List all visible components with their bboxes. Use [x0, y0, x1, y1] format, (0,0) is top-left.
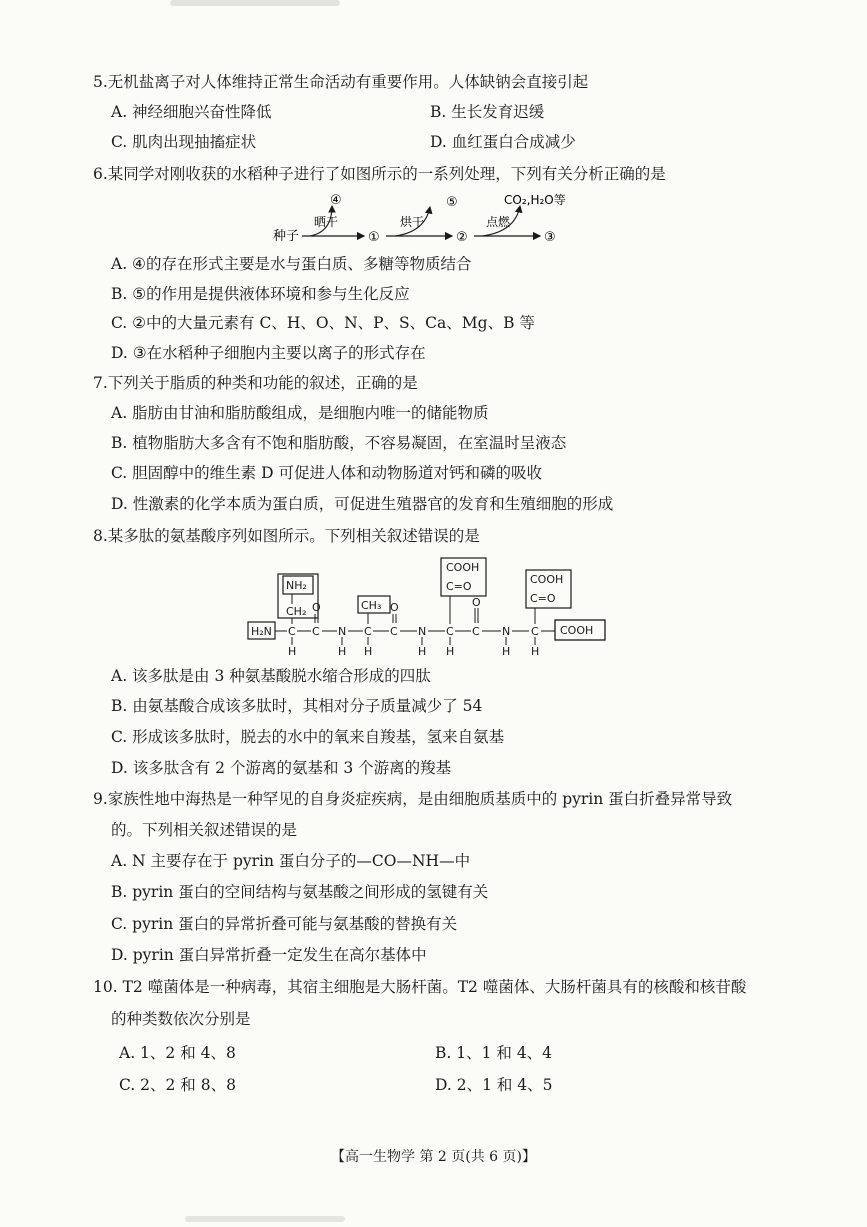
r4-side-co: C=O: [530, 592, 556, 605]
r1-side-ch2: CH₂: [286, 605, 307, 618]
diagram-step-sun-dry: 晒干: [314, 215, 339, 229]
q8-option-a: A. 该多肽是由 3 种氨基酸脱水缩合形成的四肽: [111, 667, 431, 685]
diagram-node-3: ③: [544, 230, 556, 245]
q8-polypeptide-structure: [245, 556, 615, 660]
n2: N: [418, 625, 427, 638]
amino-terminus-h2n: H₂N: [251, 625, 272, 638]
q10-option-a: A. 1、2 和 4、8: [119, 1044, 236, 1062]
q9-option-b: B. pyrin 蛋白的空间结构与氨基酸之间形成的氢键有关: [111, 883, 489, 901]
q6-process-diagram: [270, 192, 610, 250]
q10-stem-line1: 10. T2 噬菌体是一种病毒，其宿主细胞是大肠杆菌。T2 噬菌体、大肠杆菌具有的核酸和核苷酸: [93, 978, 747, 996]
n3-h: H: [502, 645, 511, 658]
q5-option-b: B. 生长发育迟缓: [430, 103, 545, 121]
diagram-step-ignite: 点燃: [486, 215, 511, 229]
q7-option-d: D. 性激素的化学本质为蛋白质，可促进生殖器官的发育和生殖细胞的形成: [111, 495, 614, 513]
page-footer: 【高一生物学 第 2 页(共 6 页)】: [331, 1149, 536, 1165]
r2-h: H: [364, 645, 373, 658]
q5-option-d: D. 血红蛋白合成减少: [430, 133, 576, 151]
c2-carbonyl-c: C: [390, 625, 398, 638]
r4-side-cooh: COOH: [530, 573, 564, 586]
q7-option-a: A. 脂肪由甘油和脂肪酸组成，是细胞内唯一的储能物质: [111, 404, 489, 422]
q8-stem: 8.某多肽的氨基酸序列如图所示。下列相关叙述错误的是: [93, 527, 480, 545]
q10-option-d: D. 2、1 和 4、5: [435, 1076, 553, 1094]
diagram-node-2: ②: [456, 230, 468, 245]
q8-option-d: D. 该多肽含有 2 个游离的氨基和 3 个游离的羧基: [111, 759, 452, 777]
diagram-seed: 种子: [273, 229, 300, 244]
r4-h: H: [531, 645, 540, 658]
q8-option-c: C. 形成该多肽时，脱去的水中的氧来自羧基，氢来自氨基: [111, 728, 505, 746]
q6-option-c: C. ②中的大量元素有 C、H、O、N、P、S、Ca、Mg、B 等: [111, 314, 535, 332]
r3-h: H: [446, 645, 455, 658]
scan-smudge-bottom: [185, 1216, 345, 1222]
r3-side-co: C=O: [446, 580, 472, 593]
c2-o: O: [390, 601, 399, 614]
diagram-out-co2-h2o: CO₂,H₂O等: [504, 193, 566, 207]
n1-h: H: [338, 645, 347, 658]
r3-alpha-c: C: [446, 625, 454, 638]
r2-side-ch3: CH₃: [361, 599, 382, 612]
q6-option-a: A. ④的存在形式主要是水与蛋白质、多糖等物质结合: [111, 255, 472, 273]
n3: N: [502, 625, 511, 638]
q6-option-b: B. ⑤的作用是提供液体环境和参与生化反应: [111, 285, 410, 303]
q9-stem-line2: 的。下列相关叙述错误的是: [111, 821, 298, 839]
q10-stem-line2: 的种类数依次分别是: [111, 1010, 251, 1028]
n1: N: [338, 625, 347, 638]
diagram-out-5: ⑤: [446, 195, 458, 210]
q8-option-b: B. 由氨基酸合成该多肽时，其相对分子质量减少了 54: [111, 697, 483, 715]
scan-smudge-top: [170, 0, 340, 6]
diagram-step-oven-dry: 烘干: [400, 215, 425, 229]
q7-option-c: C. 胆固醇中的维生素 D 可促进人体和动物肠道对钙和磷的吸收: [111, 464, 542, 482]
r4-alpha-c: C: [531, 625, 539, 638]
c1-carbonyl-c: C: [312, 625, 320, 638]
q5-option-a: A. 神经细胞兴奋性降低: [111, 103, 272, 121]
r1-h: H: [288, 645, 297, 658]
q7-stem: 7.下列关于脂质的种类和功能的叙述，正确的是: [93, 374, 418, 392]
r1-side-nh2: NH₂: [286, 579, 307, 592]
diagram-node-1: ①: [368, 230, 380, 245]
r3-side-cooh: COOH: [446, 561, 480, 574]
q9-stem-line1: 9.家族性地中海热是一种罕见的自身炎症疾病，是由细胞质基质中的 pyrin 蛋白折叠异常导致: [93, 790, 733, 808]
q5-option-c: C. 肌肉出现抽搐症状: [111, 133, 257, 151]
r2-alpha-c: C: [364, 625, 372, 638]
c3-o: O: [472, 596, 481, 609]
q7-option-b: B. 植物脂肪大多含有不饱和脂肪酸，不容易凝固，在室温时呈液态: [111, 434, 567, 452]
q9-option-d: D. pyrin 蛋白异常折叠一定发生在高尔基体中: [111, 946, 427, 964]
q9-option-a: A. N 主要存在于 pyrin 蛋白分子的—CO—NH—中: [111, 852, 471, 870]
q10-option-b: B. 1、1 和 4、4: [435, 1044, 553, 1062]
q9-option-c: C. pyrin 蛋白的异常折叠可能与氨基酸的替换有关: [111, 915, 458, 933]
q6-option-d: D. ③在水稻种子细胞内主要以离子的形式存在: [111, 344, 426, 362]
n2-h: H: [418, 645, 427, 658]
q6-stem: 6.某同学对刚收获的水稻种子进行了如图所示的一系列处理，下列有关分析正确的是: [93, 165, 666, 183]
q10-option-c: C. 2、2 和 8、8: [119, 1076, 236, 1094]
c3-carbonyl-c: C: [472, 625, 480, 638]
carboxyl-terminus-cooh: COOH: [560, 624, 594, 637]
r1-alpha-c: C: [288, 625, 296, 638]
diagram-out-4: ④: [330, 193, 342, 208]
c1-o: O: [312, 601, 321, 614]
q5-stem: 5.无机盐离子对人体维持正常生命活动有重要作用。人体缺钠会直接引起: [93, 73, 589, 91]
